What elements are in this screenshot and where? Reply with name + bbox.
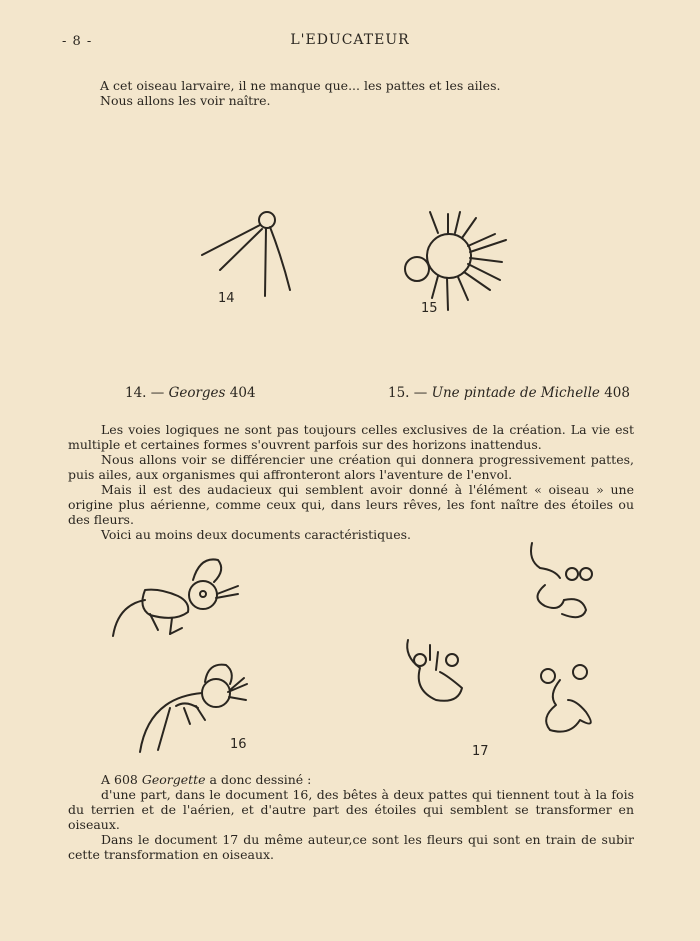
intro-line-1: A cet oiseau larvaire, il ne manque que... les pattes et les ailes. [100,78,501,93]
body1-paragraph-3: Mais il est des audacieux qui semblent avoir donné à l'élément « oiseau » une origine plus aérienne, comme ceux qui, dans leurs rêves, les font naître des étoiles ou des fleurs. [68,482,634,527]
body1-paragraph-4: Voici au moins deux documents caractéristiques. [101,527,411,542]
body-section-2 [68,772,634,862]
caption-15 [388,385,630,401]
caption-15-number: 15. — [388,385,428,401]
caption-14-author: Georges [168,385,226,401]
caption-14 [125,385,256,401]
body2-paragraph-3: Dans le document 17 du même auteur,ce sont les fleurs qui sont en train de subir cette transformation en oiseaux. [68,832,634,862]
caption-15-title: Une pintade de Michelle [431,385,600,401]
body-section-1 [68,422,634,542]
drawing-14 [202,212,290,306]
drawing-16 [113,559,247,752]
body1-paragraph-1: Les voies logiques ne sont pas toujours celles exclusives de la création. La vie est multiple et certaines formes s'ouvrent parfois sur des horizons inattendus. [68,422,634,452]
fig15-label: 15 [421,301,438,316]
body2-p1-name: Georgette [141,772,206,787]
page-number: - 8 - [62,34,93,49]
fig14-label: 14 [218,291,235,306]
body2-paragraph-2: d'une part, dans le document 16, des bêtes à deux pattes qui tiennent tout à la fois du terrien et de l'aérien, et d'autre part des étoiles qui semblent se transformer en oiseaux. [68,787,634,832]
body1-paragraph-2: Nous allons voir se différencier une création qui donnera progressivement pattes, puis ailes, aux organismes qui affronteront alors l'aventure de l'envol. [68,452,634,482]
drawing-15 [405,212,506,316]
body2-p1-suffix: a donc dessiné : [205,772,312,787]
body2-p1-prefix: A 608 [101,772,142,787]
drawing-17 [407,543,592,759]
journal-title: L'EDUCATEUR [290,32,410,48]
fig17-label: 17 [472,744,489,759]
caption-14-ref: 404 [229,385,256,401]
caption-14-number: 14. — [125,385,165,401]
body2-paragraph-1 [68,772,634,787]
fig16-label: 16 [230,737,247,752]
intro-line-2: Nous allons les voir naître. [100,93,271,108]
caption-15-ref: 408 [604,385,630,401]
